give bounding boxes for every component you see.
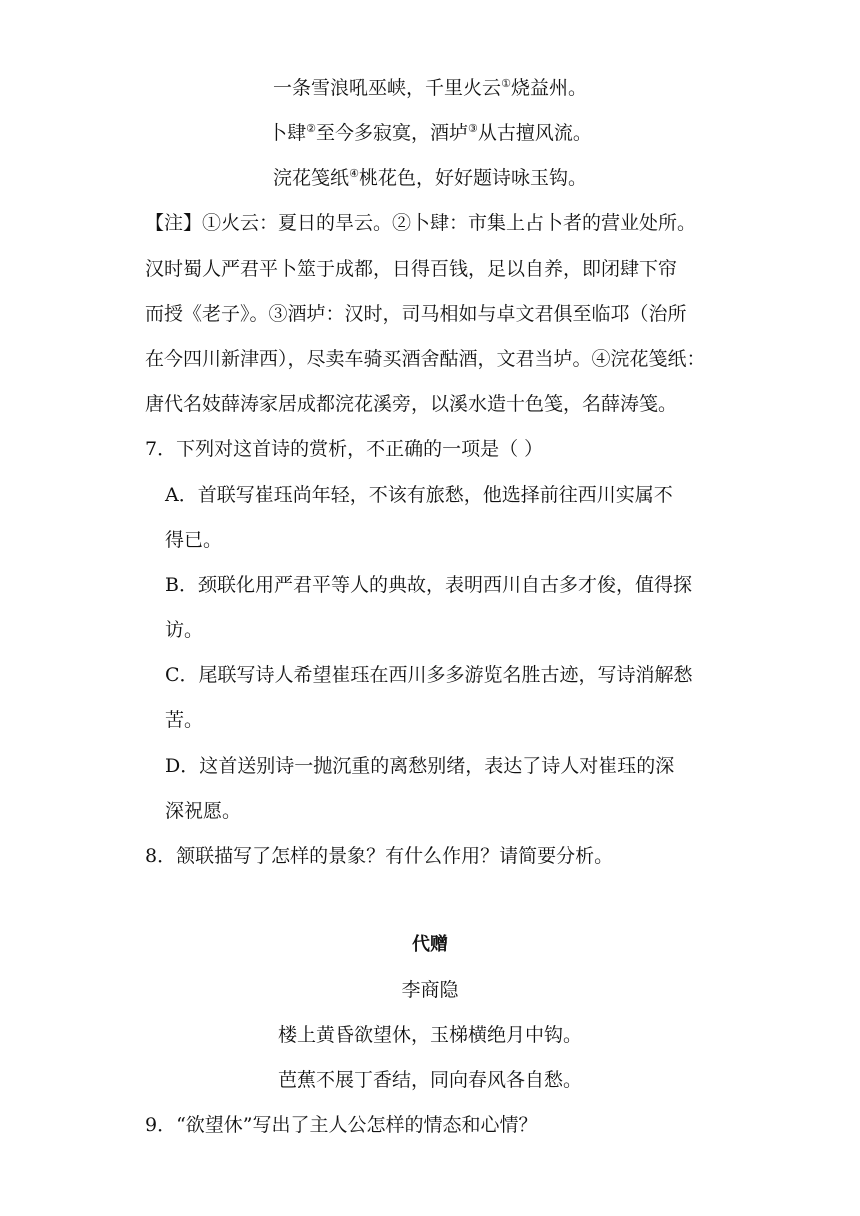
note-line: 汉时蜀人严君平卜筮于成都，日得百钱，足以自养，即闭肆下帘	[145, 258, 678, 280]
question-7-stem: 7．下列对这首诗的赏析，不正确的一项是（ ）	[145, 438, 544, 460]
option-c-continued: 苦。	[165, 709, 204, 731]
poem-title: 代赠	[412, 934, 448, 955]
poem-line: 芭蕉不展丁香结，同向春风各自愁。	[277, 1069, 582, 1091]
question-9: 9．“欲望休”写出了主人公怎样的情态和心情？	[145, 1114, 538, 1136]
option-b-continued: 访。	[165, 619, 204, 641]
option-c: C．尾联写诗人希望崔珏在西川多多游览名胜古迹，写诗消解愁	[165, 664, 693, 686]
note-line: 【注】①火云：夏日的旱云。②卜肆：市集上占卜者的营业处所。	[145, 212, 697, 234]
question-8: 8．颔联描写了怎样的景象？有什么作用？请简要分析。	[145, 845, 614, 867]
note-line: 在今四川新津西），尽卖车骑买酒舍酤酒，文君当垆。④浣花笺纸：	[145, 348, 706, 370]
option-b: B．颈联化用严君平等人的典故，表明西川自古多才俊，值得探	[165, 574, 692, 596]
note-line: 唐代名妓薛涛家居成都浣花溪旁，以溪水造十色笺，名薛涛笺。	[145, 393, 678, 415]
option-a-continued: 得已。	[165, 529, 223, 551]
poem-line-1: 一条雪浪吼巫峡，千里火云①烧益州。	[273, 77, 587, 99]
poem-author: 李商隐	[401, 979, 459, 1001]
option-a: A．首联写崔珏尚年轻，不该有旅愁，他选择前往西川实属不	[165, 484, 673, 506]
poem-line-3: 浣花笺纸④桃花色，好好题诗咏玉钩。	[273, 167, 587, 189]
option-d: D．这首送别诗一抛沉重的离愁别绪，表达了诗人对崔珏的深	[165, 755, 675, 777]
poem-line: 楼上黄昏欲望休，玉梯横绝月中钩。	[277, 1024, 582, 1046]
option-d-continued: 深祝愿。	[165, 800, 242, 822]
note-line: 而授《老子》。③酒垆：汉时，司马相如与卓文君俱至临邛（治所	[145, 303, 687, 325]
poem-line-2: 卜肆②至今多寂寞，酒垆③从古擅风流。	[268, 122, 592, 144]
